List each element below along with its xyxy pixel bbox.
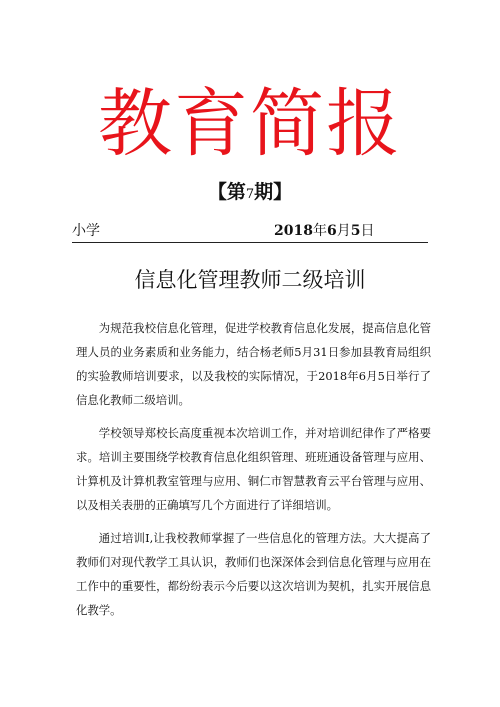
masthead-title: 教育简报 — [98, 81, 402, 167]
issue-close: 期】 — [254, 181, 293, 203]
date-day-unit: 日 — [360, 223, 375, 239]
date-day: 5 — [350, 223, 361, 239]
article-paragraph: 学校领导郑校长高度重视本次培训工作，并对培训纪律作了严格要求。培训主要围绕学校教育信息化组织管理、班班通设备管理与应用、计算机及计算机教室管理与应用、铜仁市智慧教育云平台管理与应用、以及相关表册的正确填写几个方面进行了详细培训。 — [76, 426, 431, 512]
date-year: 2018 — [274, 223, 313, 239]
date-year-unit: 年 — [312, 223, 327, 239]
issue-open: 【第 — [207, 181, 246, 203]
meta-line — [72, 222, 428, 243]
article-body — [76, 316, 431, 631]
issue-number — [0, 180, 500, 207]
article-paragraph: 为规范我校信息化管理，促进学校教育信息化发展，提高信息化管理人员的业务素质和业务能力，结合杨老师5月31日参加县教育局组织的实验教师培训要求，以及我校的实际情况，于2018年6月5日举行了信息化教师二级培训。 — [76, 321, 431, 407]
school-name: 小学 — [72, 223, 100, 239]
date-month: 6 — [326, 223, 337, 239]
publish-date — [274, 222, 374, 240]
article-paragraph: 通过培训I,让我校教师掌握了一些信息化的管理方法。大大提高了教师们对现代教学工具认识，教师们也深深体会到信息化管理与应用在工作中的重要性，都纷纷表示今后要以这次培训为契机，扎实开展信息化教学。 — [76, 531, 431, 617]
date-month-unit: 月 — [336, 223, 351, 239]
article-headline: 信息化管理教师二级培训 — [134, 268, 366, 292]
issue-num: 7 — [245, 187, 255, 202]
